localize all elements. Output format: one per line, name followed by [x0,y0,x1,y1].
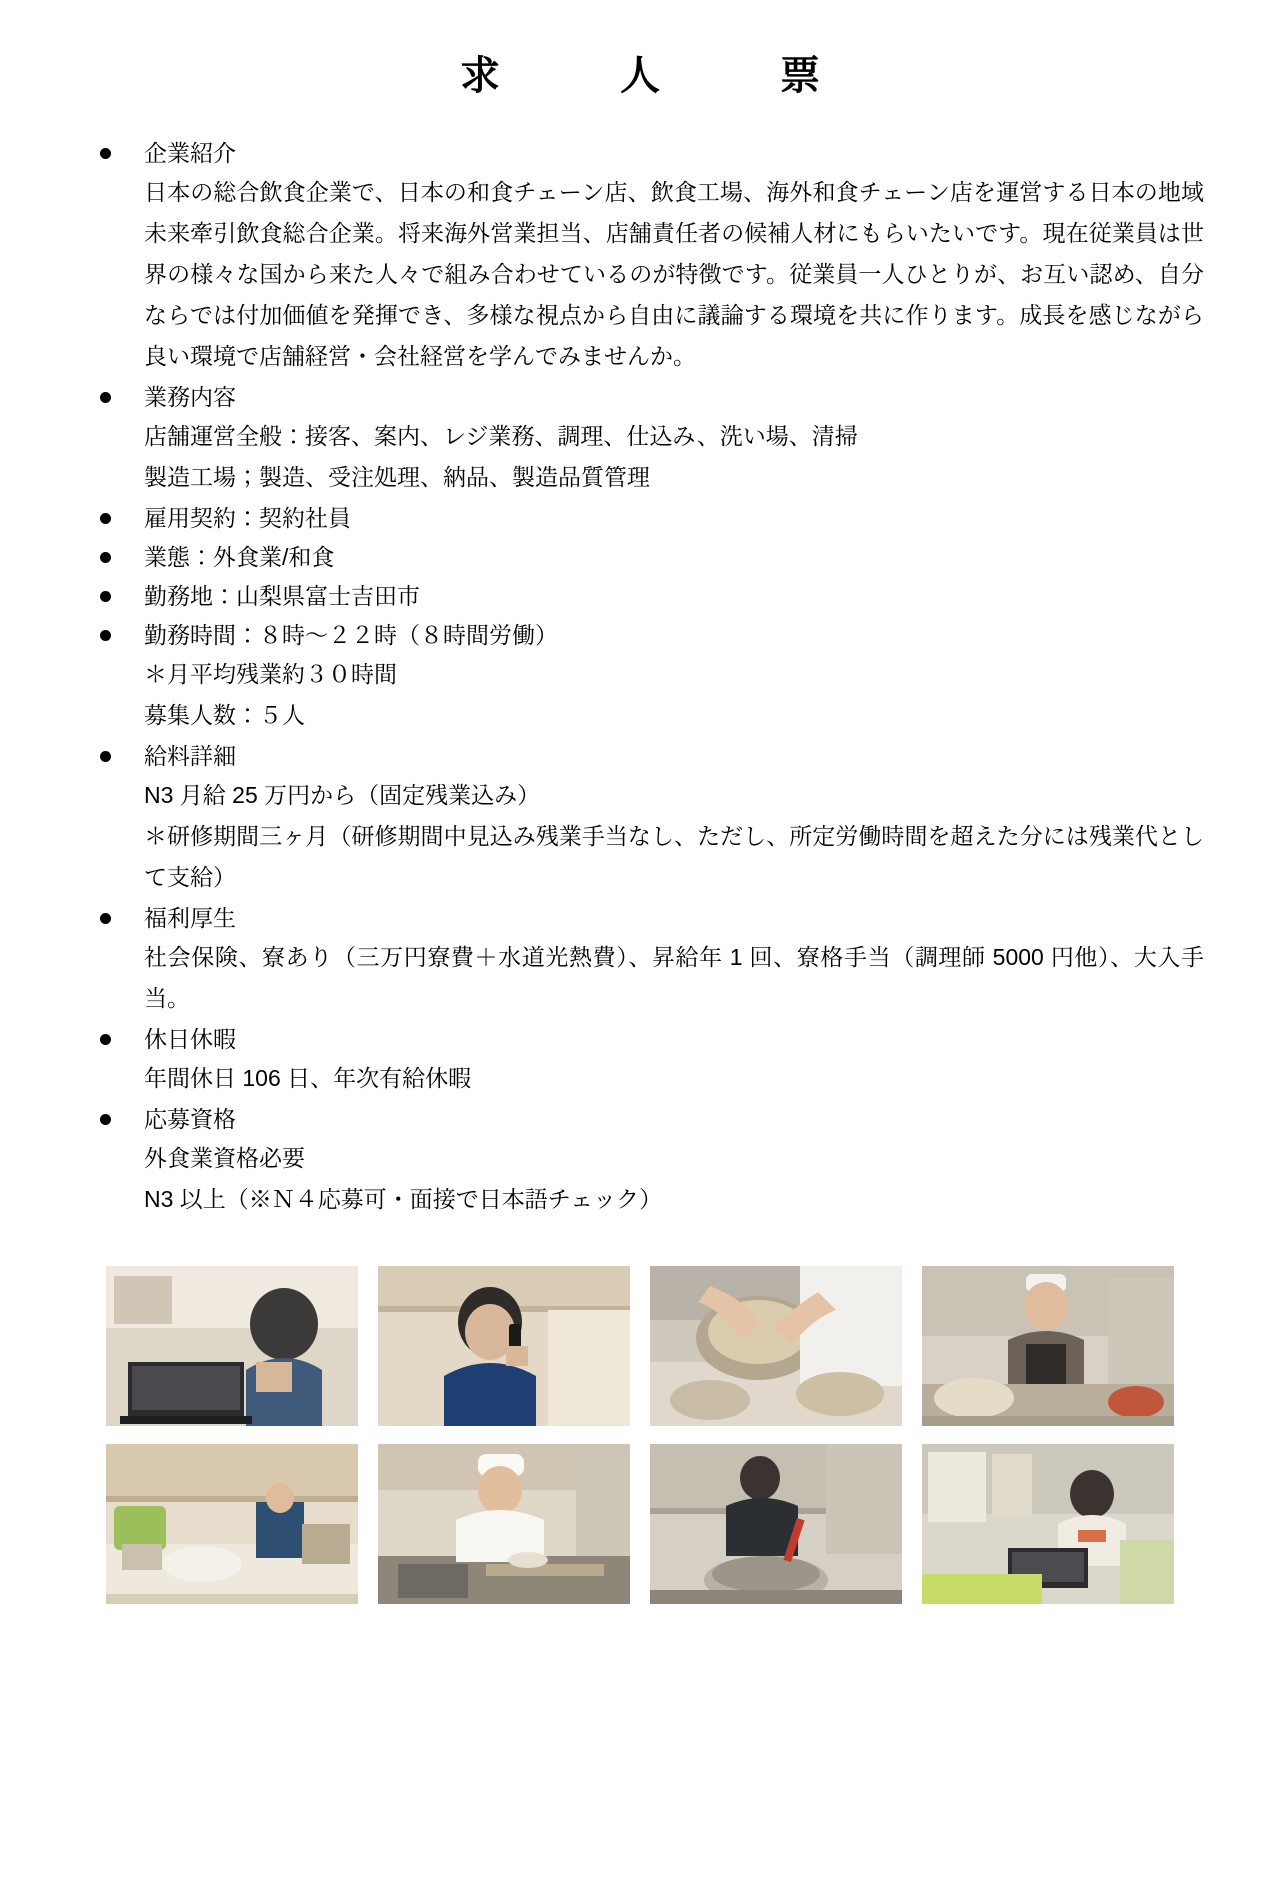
section-body [144,172,1208,377]
section-work-hours [72,617,1208,736]
bullet-icon [100,513,111,524]
photo-chef-sushi [378,1444,630,1604]
photo-chef-kitchen [922,1266,1174,1426]
body-line: 日本の総合飲食企業で、日本の和食チェーン店、飲食工場、海外和食チェーン店を運営する日本の地域未来牽引飲食総合企業。将来海外営業担当、店舗責任者の候補人材にもらいたいです。現在従業員は世界の様々な国から来た人々で組み合わせているのが特徴です。従業員一人ひとりが、お互い認め、自分ならでは付加価値を発揮でき、多様な視点から自由に議論する環境を共に作ります。成長を感じながら良い環境で店舗経営・会社経営を学んでみませんか。 [144,179,1204,369]
section-body [144,416,1208,498]
section-heading: 休日休暇 [144,1026,236,1052]
section-heading: 勤務地：山梨県富士吉田市 [144,583,420,609]
section-heading: 福利厚生 [144,905,236,931]
bullet-icon [100,552,111,563]
job-posting-sections [72,135,1208,1220]
bullet-icon [100,591,111,602]
section-work-location [72,578,1208,615]
section-job-duties [72,379,1208,498]
photo-lounge-room [106,1444,358,1604]
section-heading: 給料詳細 [144,743,236,769]
section-body [144,1058,1208,1099]
section-body [144,775,1208,898]
section-heading: 勤務時間：８時〜２２時（８時間労働） [144,622,558,648]
section-salary-details [72,738,1208,898]
body-line: ＊研修期間三ヶ月（研修期間中見込み残業手当なし、ただし、所定労働時間を超えた分には残業代として支給） [144,823,1204,890]
bullet-icon [100,751,111,762]
body-line: 製造工場；製造、受注処理、納品、製造品質管理 [144,464,650,490]
section-body [144,1138,1208,1220]
bullet-icon [100,630,111,641]
section-body [144,937,1208,1019]
photo-hands-bowl [650,1266,902,1426]
section-benefits [72,900,1208,1019]
section-heading: 企業紹介 [144,140,236,166]
section-body [144,654,1208,736]
photo-man-phone [378,1266,630,1426]
section-business-type [72,539,1208,576]
section-heading: 業務内容 [144,384,236,410]
body-line: 年間休日 106 日、年次有給休暇 [144,1065,472,1091]
page-title: 求 人 票 [460,53,860,98]
section-qualifications [72,1101,1208,1220]
photo-office-woman [922,1444,1174,1604]
bullet-icon [100,1034,111,1045]
bullet-icon [100,392,111,403]
body-line: 外食業資格必要 [144,1145,305,1171]
bullet-icon [100,1114,111,1125]
photo-woman-cooking [650,1444,902,1604]
bullet-icon [100,913,111,924]
body-line: N3 以上（※Ｎ４応募可・面接で日本語チェック） [144,1186,663,1212]
photo-man-laptop [106,1266,358,1426]
section-heading: 応募資格 [144,1106,236,1132]
body-line: 社会保険、寮あり（三万円寮費＋水道光熱費）、昇給年 1 回、寮格手当（調理師 5000 円他）、大入手当。 [144,944,1204,1011]
section-holidays [72,1021,1208,1099]
body-line: 募集人数：５人 [144,702,305,728]
gallery-row [106,1266,1174,1426]
bullet-icon [100,148,111,159]
gallery-row [106,1444,1174,1604]
section-heading: 業態：外食業/和食 [144,544,335,570]
body-line: 店舗運営全般：接客、案内、レジ業務、調理、仕込み、洗い場、清掃 [144,423,858,449]
section-company-intro [72,135,1208,377]
photo-gallery [72,1266,1208,1604]
body-line: ＊月平均残業約３０時間 [144,661,397,687]
body-line: N3 月給 25 万円から（固定残業込み） [144,782,541,808]
section-heading: 雇用契約：契約社員 [144,505,351,531]
section-employment-contract [72,500,1208,537]
